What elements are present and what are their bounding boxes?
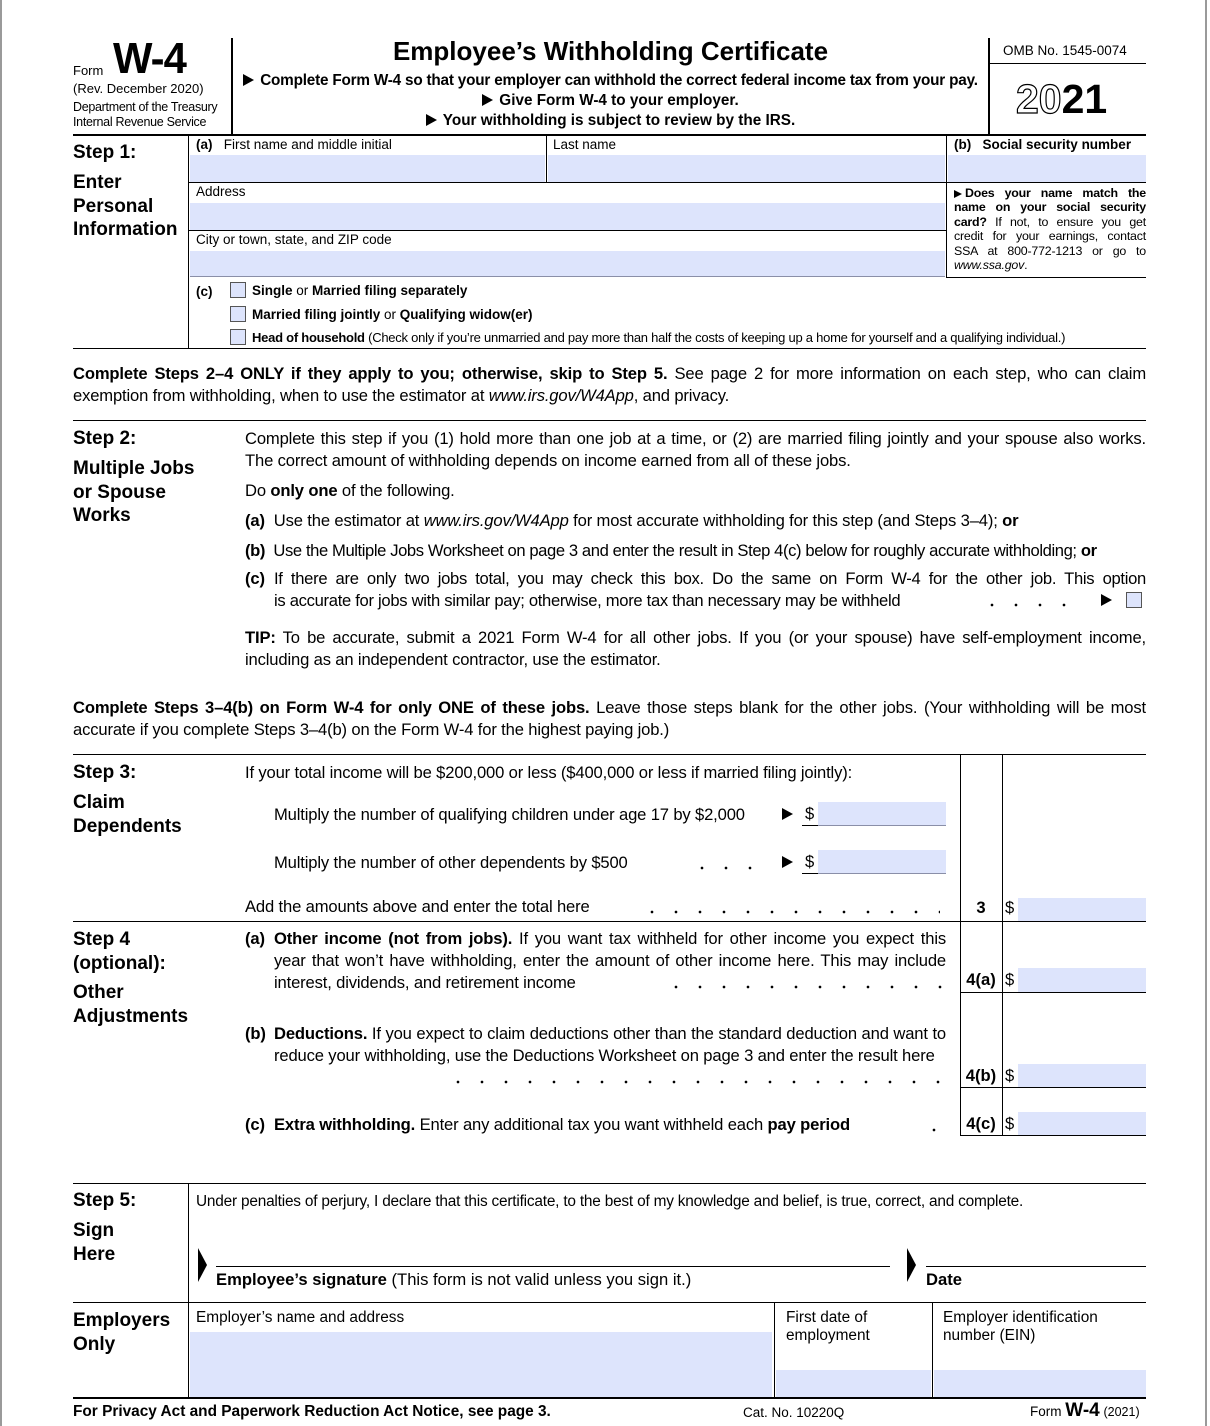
ssn-input[interactable] (948, 155, 1146, 182)
step2-subtitle: Multiple Jobs (73, 458, 195, 479)
viewer-edge-right (1205, 0, 1207, 1426)
step2-title: Step 2: (73, 428, 137, 449)
department: Department of the Treasury (73, 100, 218, 114)
other-dependents-label: Multiply the number of other dependents by $500 (274, 853, 628, 872)
first-date-label: First date of employment (786, 1309, 870, 1344)
first-name-input[interactable] (190, 155, 545, 182)
filing-status-tag: (c) (196, 284, 213, 299)
line-number-3: 3 (976, 898, 986, 917)
dollar-sign: $ (1005, 1114, 1015, 1133)
step3-total-input[interactable] (1018, 898, 1146, 921)
dollar-sign: $ (1005, 1066, 1015, 1085)
line-number-4c: 4(c) (966, 1114, 996, 1133)
first-name-label: (a) First name and middle initial (196, 137, 392, 152)
step2-tip: TIP: To be accurate, submit a 2021 Form W-4 for all other jobs. If you (or your spouse) have self-employment income, including as an independent contractor, use the estimator. (245, 628, 1146, 669)
filing-status-option: Married filing jointly or Qualifying widow(er) (252, 307, 533, 322)
other-dependents-amount-input[interactable] (818, 850, 946, 874)
sign-arrow-icon (198, 1248, 207, 1282)
deductions-text: Deductions. If you expect to claim deductions other than the standard deduction and want to reduce your withholding, use the Deductions Worksheet on page 3 and enter the result here (274, 1024, 946, 1065)
total-label: Add the amounts above and enter the total here (245, 897, 590, 916)
step4b-tag: (b) (245, 1024, 266, 1043)
step2-subtitle: Works (73, 505, 131, 526)
viewer-edge-left (0, 0, 2, 1426)
dot-leader (640, 910, 940, 914)
step2-option-b: (b) Use the Multiple Jobs Worksheet on page 3 and enter the result in Step 4(c) below for roughly accurate withholding; or (245, 541, 1097, 560)
steps-3-4-notice: Complete Steps 3–4(b) on Form W-4 for only ONE of these jobs. Leave those steps blank for the other jobs. (Your withholding will be most accurate if you complete Steps 3–4(b) on the Form W-4 for the highest paying job.) (73, 698, 1146, 739)
line-number-4a: 4(a) (966, 970, 996, 989)
step3-title: Step 3: (73, 762, 137, 783)
agency: Internal Revenue Service (73, 115, 207, 129)
last-name-label: Last name (553, 137, 617, 152)
arrow-icon (243, 74, 254, 86)
ein-input[interactable] (934, 1370, 1146, 1397)
step2-option-c-tag: (c) (245, 569, 265, 588)
arrow-icon (482, 94, 493, 106)
children-label: Multiply the number of qualifying children under age 17 by $2,000 (274, 805, 745, 824)
step4c-tag: (c) (245, 1115, 265, 1134)
step4-subtitle: Adjustments (73, 1006, 189, 1027)
step5-title: Step 5: (73, 1190, 137, 1211)
extra-withholding-input[interactable] (1018, 1112, 1146, 1135)
ssn-note: Does your name match the name on your social security card? If not, to ensure you get credit for your earnings, contact SSA at 800-772-1213 or go to www.ssa.gov. (954, 186, 1146, 273)
first-date-input[interactable] (776, 1370, 931, 1397)
other-income-text: Other income (not from jobs). If you want tax withheld for other income you expect this year that won’t have withholding, enter the amount of other income here. This may include interest, dividends, and retirement income (274, 929, 947, 992)
step2-intro: Complete this step if you (1) hold more than one job at a time, or (2) are married filing jointly and your spouse also works. The correct amount of withholding depends on income earned from all of these jobs. (245, 429, 1146, 470)
step1-subtitle: Personal (73, 196, 154, 217)
filing-status-option: Head of household (Check only if you’re unmarried and pay more than half the costs of keeping up a home for yourself and a qualifying individual.) (252, 330, 1066, 345)
arrow-icon (782, 856, 793, 868)
two-jobs-checkbox[interactable] (1126, 592, 1142, 608)
step2-option-a: (a) Use the estimator at www.irs.gov/W4App for most accurate withholding for this step (and Steps 3–4); or (245, 511, 1019, 530)
step1-subtitle: Enter (73, 172, 122, 193)
omb-number: OMB No. 1545-0074 (1003, 43, 1127, 58)
step2-option-c-line2: is accurate for jobs with similar pay; otherwise, more tax than necessary may be withheld (274, 591, 901, 610)
form-word: Form (73, 63, 104, 78)
dollar-sign: $ (802, 852, 818, 874)
deductions-input[interactable] (1018, 1064, 1146, 1087)
dot-leader (922, 1128, 946, 1132)
privacy-notice: For Privacy Act and Paperwork Reduction Act Notice, see page 3. (73, 1403, 551, 1420)
step3-subtitle: Claim (73, 792, 125, 813)
city-state-zip-input[interactable] (190, 251, 945, 277)
step2-subtitle: or Spouse (73, 482, 166, 503)
step1-subtitle: Information (73, 219, 178, 240)
revision-date: (Rev. December 2020) (73, 81, 204, 96)
employer-name-label: Employer’s name and address (196, 1309, 405, 1326)
footer-form-id: Form W-4 (2021) (1030, 1400, 1140, 1421)
line-number-4b: 4(b) (965, 1066, 997, 1085)
date-line[interactable] (926, 1266, 1146, 1267)
dot-leader (664, 985, 944, 989)
ssn-label: (b) Social security number (954, 137, 1132, 152)
dot-leader (690, 866, 770, 870)
employers-title: Only (73, 1334, 116, 1355)
arrow-icon (426, 114, 437, 126)
form-title: Employee’s Withholding Certificate (392, 36, 829, 66)
step4a-tag: (a) (245, 929, 265, 948)
step4-title: Step 4 (73, 929, 131, 950)
step4-title: (optional): (73, 953, 166, 974)
filing-status-option: Single or Married filing separately (252, 283, 468, 298)
extra-withholding-text: Extra withholding. Enter any additional tax you want withheld each pay period (274, 1115, 850, 1134)
instruction-2: Give Form W-4 to your employer. (233, 92, 988, 110)
date-label: Date (926, 1270, 962, 1289)
single-checkbox[interactable] (230, 282, 246, 298)
address-label: Address (196, 184, 246, 199)
arrow-icon (1101, 594, 1112, 606)
steps-2-4-notice: Complete Steps 2–4 ONLY if they apply to you; otherwise, skip to Step 5. See page 2 for more information on each step, who can claim exemption from withholding, when to use the estimator at www.irs.gov/W4App, and privacy. (73, 364, 1146, 405)
step3-intro: If your total income will be $200,000 or less ($400,000 or less if married filing jointly): (245, 763, 853, 782)
married-jointly-checkbox[interactable] (230, 306, 246, 322)
other-income-input[interactable] (1018, 968, 1146, 992)
dollar-sign: $ (1005, 898, 1015, 917)
instruction-3: Your withholding is subject to review by the IRS. (233, 112, 988, 130)
instruction-1: Complete Form W-4 so that your employer can withhold the correct federal income tax from your pay. (233, 72, 988, 90)
step5-subtitle: Sign (73, 1220, 115, 1241)
signature-line[interactable] (216, 1266, 890, 1267)
children-amount-input[interactable] (818, 802, 946, 826)
signature-label: Employee’s signature (This form is not valid unless you sign it.) (216, 1270, 692, 1289)
head-of-household-checkbox[interactable] (230, 329, 246, 345)
arrow-icon (954, 190, 962, 198)
step2-option-c-line1: If there are only two jobs total, you may check this box. Do the same on Form W-4 for the other job. This option (274, 569, 1146, 588)
step2-instruction: Do only one of the following. (245, 481, 455, 500)
sign-arrow-icon (907, 1248, 916, 1282)
perjury-declaration: Under penalties of perjury, I declare that this certificate, to the best of my knowledge and belief, is true, correct, and complete. (196, 1193, 1024, 1210)
last-name-input[interactable] (548, 155, 945, 182)
address-input[interactable] (190, 203, 945, 230)
arrow-icon (782, 808, 793, 820)
employers-title: Employers (73, 1310, 171, 1331)
dot-leader (446, 1080, 944, 1084)
city-label: City or town, state, and ZIP code (196, 232, 392, 247)
catalog-number: Cat. No. 10220Q (743, 1405, 845, 1420)
step3-subtitle: Dependents (73, 816, 182, 837)
dollar-sign: $ (1005, 970, 1015, 989)
step5-subtitle: Here (73, 1244, 116, 1265)
tax-year: 2021 (1016, 76, 1108, 122)
dot-leader (980, 603, 1080, 607)
step1-title: Step 1: (73, 142, 137, 163)
employer-name-address-input[interactable] (190, 1332, 772, 1397)
ein-label: Employer identification number (EIN) (943, 1309, 1098, 1344)
form-name: W-4 (113, 34, 186, 83)
step4-subtitle: Other (73, 982, 124, 1003)
dollar-sign: $ (802, 804, 818, 826)
